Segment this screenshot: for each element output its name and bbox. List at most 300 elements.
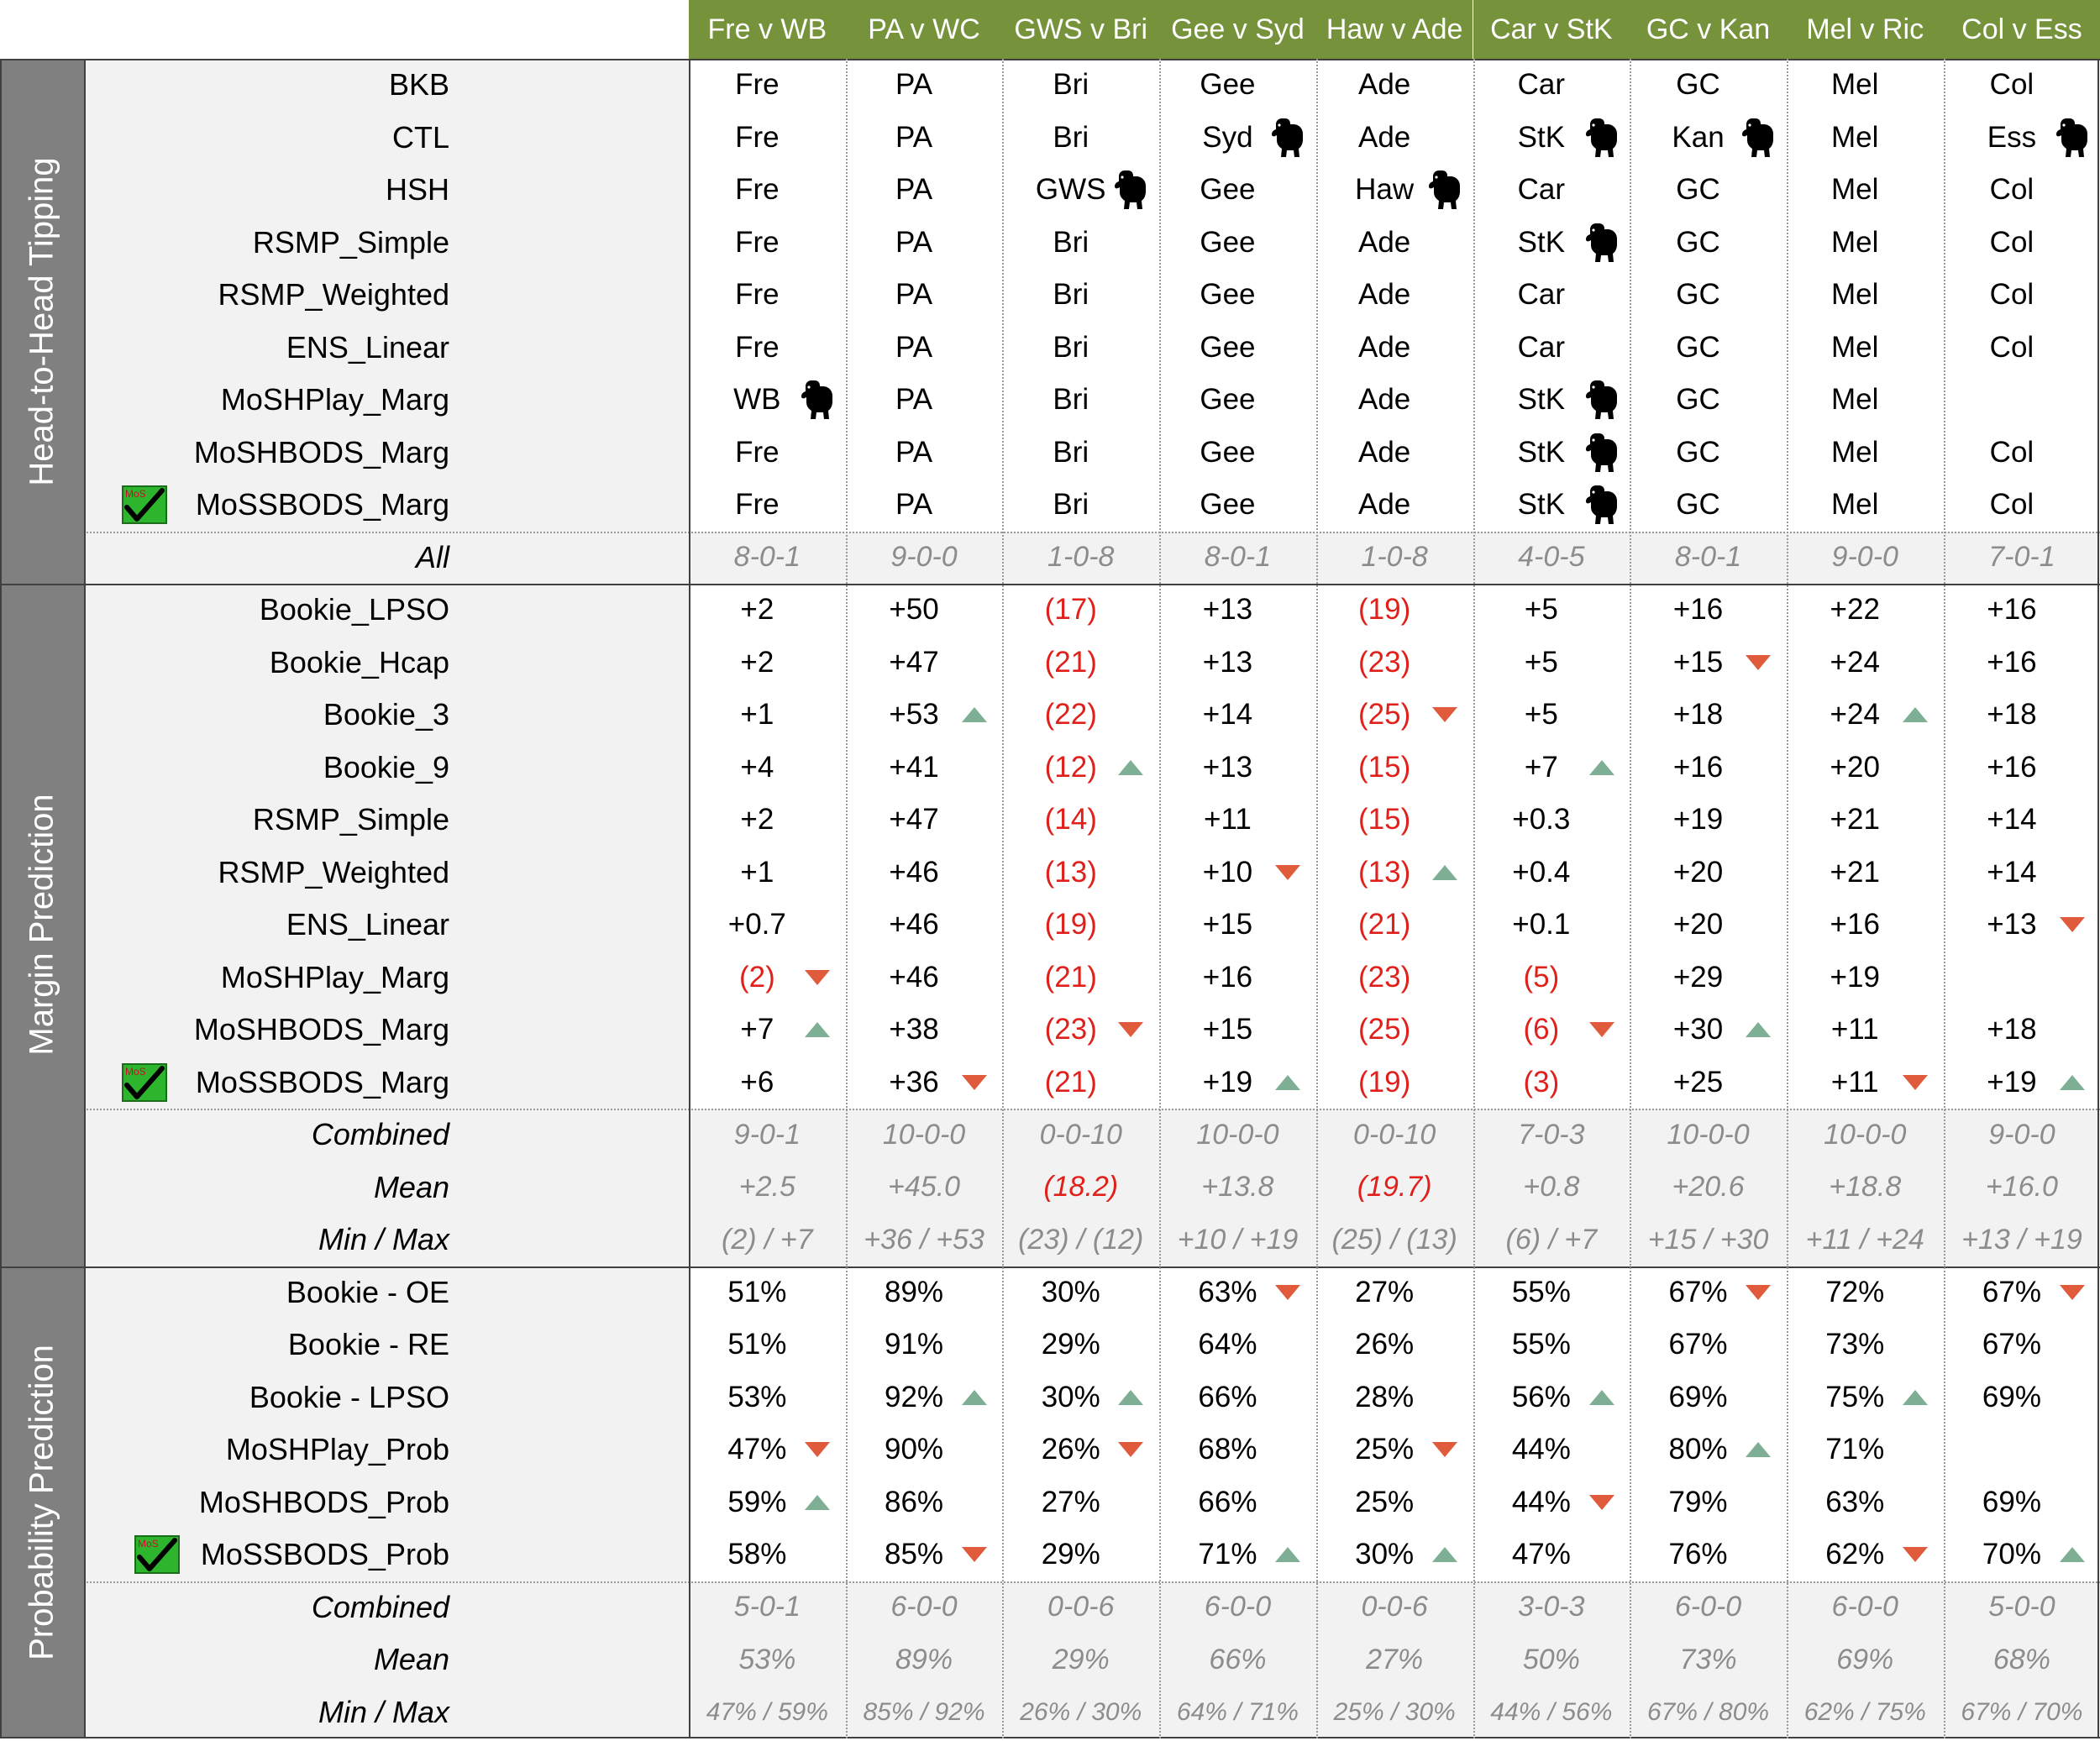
cell-value: 47% (1511, 1538, 1571, 1571)
triangle-down-icon (1746, 655, 1771, 670)
column-divider (1473, 59, 1475, 1738)
column-header[interactable]: Gee v Syd (1159, 0, 1316, 59)
dog-icon (1270, 117, 1305, 159)
cell-value: GC (1676, 68, 1720, 102)
cell-value: (3) (1523, 1065, 1560, 1099)
table-cell (1463, 59, 1620, 112)
cell-value: +16 (1987, 593, 2037, 627)
table-cell (992, 584, 1149, 637)
table-cell (1306, 374, 1463, 427)
table-cell (836, 164, 993, 217)
cell-value: +36 (889, 1065, 939, 1099)
cell-value: Col (1989, 68, 2034, 102)
table-cell (992, 1476, 1149, 1529)
summary-cell: 25% / 30% (1333, 1697, 1456, 1726)
cell-value: 71% (1825, 1433, 1885, 1466)
triangle-down-icon (1118, 1022, 1143, 1037)
cell-value: +15 (1202, 1013, 1253, 1046)
cell-value: 67% (1668, 1275, 1728, 1308)
table-cell (1620, 479, 1777, 532)
cell-value: +5 (1524, 645, 1558, 679)
cell-value: 29% (1041, 1538, 1100, 1571)
table-cell (1777, 164, 1934, 217)
table-cell (1934, 59, 2091, 112)
probability-section-title: Probability Prediction (23, 1344, 60, 1660)
cell-value: +20 (1830, 750, 1880, 784)
table-cell (836, 637, 993, 690)
table-cell (679, 1371, 836, 1424)
table-cell (1934, 427, 2091, 480)
cell-value: PA (895, 120, 933, 154)
cell-value: Col (1989, 173, 2034, 207)
cell-value: 25% (1355, 1433, 1415, 1466)
table-cell (836, 374, 993, 427)
margin-section-title: Margin Prediction (23, 794, 60, 1056)
dog-icon (1584, 484, 1620, 526)
table-cell (1934, 217, 2091, 270)
table-cell (1934, 1424, 2091, 1476)
table-cell (1463, 847, 1620, 899)
cell-value: Gee (1200, 435, 1256, 469)
cell-value: Mel (1831, 120, 1879, 154)
table-cell (1777, 899, 1934, 952)
table-cell (836, 59, 993, 112)
summary-cell: 66% (1209, 1643, 1267, 1675)
column-divider (1787, 59, 1788, 1738)
summary-divider (84, 1581, 2100, 1583)
cell-value: 89% (885, 1275, 944, 1308)
table-cell (836, 742, 993, 794)
summary-cell: 8-0-1 (1204, 541, 1272, 574)
summary-cell: +16.0 (1985, 1171, 2058, 1203)
cell-value: +18 (1987, 1013, 2037, 1046)
cell-value: Col (1989, 435, 2034, 469)
cell-value: 27% (1041, 1485, 1100, 1518)
table-cell (1620, 374, 1777, 427)
table-cell (1777, 59, 1934, 112)
table-cell (1777, 1004, 1934, 1057)
summary-cell: 8-0-1 (1674, 541, 1742, 574)
table-cell (679, 217, 836, 270)
cell-value: 86% (885, 1485, 944, 1518)
cell-value: Gee (1200, 225, 1256, 259)
table-cell (1149, 164, 1306, 217)
cell-value: PA (895, 383, 933, 417)
cell-value: Car (1517, 278, 1566, 312)
cell-value: +15 (1202, 908, 1253, 941)
triangle-up-icon (1118, 760, 1143, 775)
table-cell (992, 1057, 1149, 1109)
table-cell (836, 1476, 993, 1529)
triangle-up-icon (962, 1390, 987, 1405)
cell-value: WB (733, 383, 781, 417)
triangle-down-icon (805, 1442, 830, 1457)
cell-value: GC (1676, 225, 1720, 259)
cell-value: Bri (1053, 383, 1089, 417)
table-cell (992, 794, 1149, 847)
table-cell (1463, 637, 1620, 690)
table-cell (1934, 689, 2091, 742)
table-cell (836, 269, 993, 322)
cell-value: 85% (885, 1538, 944, 1571)
table-cell (1463, 952, 1620, 1004)
summary-cell: +13 / +19 (1961, 1223, 2082, 1256)
cell-value: Col (1989, 225, 2034, 259)
cell-value: 63% (1825, 1485, 1885, 1518)
table-cell (1149, 374, 1306, 427)
section-band-border (84, 59, 86, 1738)
cell-value: Fre (735, 173, 780, 207)
triangle-up-icon (805, 1022, 830, 1037)
cell-value: 66% (1198, 1485, 1257, 1518)
summary-cell: 47% / 59% (706, 1697, 828, 1726)
cell-value: +0.4 (1512, 855, 1571, 889)
cell-value: 80% (1668, 1433, 1728, 1466)
table-cell (1149, 1371, 1306, 1424)
table-cell (836, 794, 993, 847)
table-cell (1463, 164, 1620, 217)
cell-value: Fre (735, 330, 780, 364)
cell-value: (23) (1358, 960, 1411, 994)
summary-cell: 10-0-0 (1196, 1118, 1279, 1151)
table-cell (992, 322, 1149, 375)
table-cell (1149, 742, 1306, 794)
summary-cell: 4-0-5 (1518, 541, 1585, 574)
table-cell (1777, 112, 1934, 165)
table-cell (1306, 1057, 1463, 1109)
cell-value: +16 (1202, 960, 1253, 994)
summary-cell: (19.7) (1357, 1171, 1432, 1203)
summary-cell: 9-0-1 (733, 1118, 801, 1151)
cell-value: 67% (1668, 1328, 1728, 1361)
table-cell (1149, 1004, 1306, 1057)
cell-value: +47 (889, 803, 939, 836)
table-cell (1620, 1371, 1777, 1424)
triangle-down-icon (1903, 1075, 1928, 1090)
cell-value: Car (1517, 68, 1566, 102)
summary-cell: (2) / +7 (722, 1223, 813, 1256)
dog-icon (1584, 432, 1620, 474)
table-cell (1463, 584, 1620, 637)
cell-value: Gee (1200, 173, 1256, 207)
table-cell (1149, 269, 1306, 322)
summary-cell: 9-0-0 (890, 541, 958, 574)
table-cell (1463, 1057, 1620, 1109)
summary-cell: (18.2) (1043, 1171, 1119, 1203)
table-cell (679, 269, 836, 322)
table-cell (1620, 217, 1777, 270)
svg-text:MoS: MoS (125, 488, 146, 500)
cell-value: 59% (727, 1485, 787, 1518)
cell-value: Bri (1053, 68, 1089, 102)
table-cell (836, 899, 993, 952)
tipping-section-title: Head-to-Head Tipping (23, 156, 60, 486)
table-cell (1777, 1424, 1934, 1476)
cell-value: Mel (1831, 435, 1879, 469)
cell-value: +24 (1830, 645, 1880, 679)
summary-cell: 0-0-6 (1361, 1591, 1428, 1623)
cell-value: Mel (1831, 225, 1879, 259)
cell-value: Ade (1358, 278, 1411, 312)
table-cell (1934, 374, 2091, 427)
cell-value: Haw (1355, 173, 1415, 207)
summary-divider (84, 1109, 2100, 1110)
table-cell (1777, 794, 1934, 847)
triangle-up-icon (1589, 1390, 1614, 1405)
table-cell (836, 217, 993, 270)
table-cell (836, 427, 993, 480)
triangle-down-icon (962, 1075, 987, 1090)
triangle-up-icon (962, 707, 987, 722)
cell-value: +10 (1202, 855, 1253, 889)
cell-value: StK (1517, 488, 1566, 522)
cell-value: 30% (1041, 1275, 1100, 1308)
triangle-down-icon (962, 1547, 987, 1562)
cell-value: +4 (740, 750, 774, 784)
cell-value: +11 (1204, 803, 1252, 836)
cell-value: 28% (1355, 1380, 1415, 1413)
triangle-up-icon (2060, 1075, 2085, 1090)
triangle-up-icon (1746, 1022, 1771, 1037)
cell-value: Col (1989, 488, 2034, 522)
summary-cell: +2.5 (738, 1171, 795, 1203)
summary-cell: +11 / +24 (1805, 1223, 1924, 1256)
column-divider (1159, 59, 1161, 1738)
cell-value: +24 (1830, 698, 1880, 732)
summary-cell: 6-0-0 (890, 1591, 958, 1623)
table-cell (1306, 899, 1463, 952)
cell-value: +19 (1672, 803, 1724, 836)
column-header[interactable]: Mel v Ric (1787, 0, 1944, 59)
cell-value: +5 (1524, 698, 1558, 732)
table-cell (1620, 847, 1777, 899)
summary-cell: 8-0-1 (733, 541, 801, 574)
cell-value: 56% (1511, 1380, 1571, 1413)
triangle-up-icon (1432, 865, 1457, 880)
table-cell (1463, 1266, 1620, 1319)
column-header[interactable]: GC v Kan (1630, 0, 1787, 59)
summary-cell: 10-0-0 (1824, 1118, 1907, 1151)
svg-text:MoS: MoS (125, 1065, 146, 1078)
row-label: Bookie - RE (287, 1327, 449, 1362)
cell-value: Gee (1200, 278, 1256, 312)
column-header[interactable]: Fre v WB (689, 0, 846, 59)
table-cell (1777, 1266, 1934, 1319)
table-cell (992, 427, 1149, 480)
cell-value: PA (895, 330, 933, 364)
cell-value: PA (895, 435, 933, 469)
cell-value: 68% (1198, 1433, 1257, 1466)
triangle-up-icon (805, 1495, 830, 1510)
table-cell (1149, 59, 1306, 112)
cell-value: +46 (889, 855, 939, 889)
cell-value: +19 (1830, 960, 1880, 994)
table-cell (992, 952, 1149, 1004)
cell-value: Ade (1358, 435, 1411, 469)
table-cell (1463, 689, 1620, 742)
row-label: MoSHPlay_Prob (225, 1432, 449, 1467)
cell-value: +29 (1672, 960, 1724, 994)
summary-cell: +18.8 (1829, 1171, 1902, 1203)
cell-value: 53% (727, 1380, 787, 1413)
cell-value: StK (1517, 435, 1566, 469)
row-label: ENS_Linear (286, 329, 449, 364)
cell-value: GC (1676, 330, 1720, 364)
row-label: Bookie_9 (323, 749, 449, 784)
cell-value: +16 (1987, 750, 2037, 784)
cell-value: +20 (1672, 908, 1724, 941)
triangle-up-icon (1432, 1547, 1457, 1562)
column-header[interactable]: GWS v Bri (1002, 0, 1159, 59)
cell-value: 55% (1511, 1328, 1571, 1361)
table-cell (992, 1319, 1149, 1371)
column-header[interactable]: Car v StK (1473, 0, 1630, 59)
cell-value: 62% (1825, 1538, 1885, 1571)
table-cell (679, 742, 836, 794)
row-label: MoSHPlay_Marg (220, 382, 449, 417)
table-bottom-border (0, 1737, 2100, 1738)
summary-label: Min / Max (318, 1694, 449, 1729)
row-label: MoSHBODS_Marg (193, 1012, 449, 1047)
column-header[interactable]: Col v Ess (1944, 0, 2100, 59)
table-cell (1463, 1319, 1620, 1371)
table-cell (1306, 427, 1463, 480)
cell-value: Ade (1358, 225, 1411, 259)
cell-value: +38 (889, 1013, 939, 1046)
cell-value: +0.1 (1512, 908, 1571, 941)
cell-value: +19 (1987, 1065, 2037, 1099)
row-label: Bookie - OE (286, 1274, 449, 1309)
triangle-up-icon (1903, 707, 1928, 722)
cell-value: GC (1676, 488, 1720, 522)
cell-value: GC (1676, 173, 1720, 207)
cell-value: +41 (889, 750, 939, 784)
table-cell (1620, 427, 1777, 480)
cell-value: (15) (1358, 803, 1411, 836)
triangle-up-icon (1275, 1547, 1300, 1562)
table-cell (1149, 427, 1306, 480)
table-cell (679, 164, 836, 217)
triangle-down-icon (1118, 1442, 1143, 1457)
cell-value: (22) (1044, 698, 1097, 732)
table-cell (992, 689, 1149, 742)
table-cell (1306, 112, 1463, 165)
cell-value: (2) (738, 960, 775, 994)
table-cell (992, 847, 1149, 899)
cell-value: Gee (1200, 68, 1256, 102)
table-cell (1149, 217, 1306, 270)
cell-value: Mel (1831, 488, 1879, 522)
column-header[interactable]: PA v WC (846, 0, 1003, 59)
cell-value: 29% (1041, 1328, 1100, 1361)
probability-section-band (0, 1266, 84, 1739)
cell-value: +16 (1672, 593, 1724, 627)
table-cell (1149, 1476, 1306, 1529)
summary-cell: 0-0-10 (1353, 1118, 1436, 1151)
column-divider (1002, 59, 1004, 1738)
table-cell (836, 1319, 993, 1371)
column-divider (1316, 59, 1318, 1738)
summary-cell: +45.0 (888, 1171, 961, 1203)
table-cell (1620, 794, 1777, 847)
column-divider (1944, 59, 1945, 1738)
cell-value: (14) (1044, 803, 1097, 836)
cell-value: (17) (1044, 593, 1097, 627)
table-cell (1463, 1424, 1620, 1476)
cell-value: +53 (889, 698, 939, 732)
dog-icon (1584, 117, 1620, 159)
column-header[interactable]: Haw v Ade (1316, 0, 1473, 59)
cell-value: 58% (727, 1538, 787, 1571)
cell-value: Ade (1358, 383, 1411, 417)
table-cell (1620, 1057, 1777, 1109)
summary-cell: +36 / +53 (864, 1223, 984, 1256)
table-cell (1934, 952, 2091, 1004)
cell-value: 71% (1198, 1538, 1257, 1571)
cell-value: +5 (1524, 593, 1558, 627)
triangle-down-icon (805, 970, 830, 985)
summary-cell: 29% (1052, 1643, 1110, 1675)
section-top-border (0, 584, 2100, 585)
row-label: RSMP_Weighted (218, 854, 449, 889)
summary-label: Mean (373, 1642, 449, 1677)
cell-value: +25 (1672, 1065, 1724, 1099)
summary-cell: 0-0-10 (1039, 1118, 1122, 1151)
table-cell (1934, 1476, 2091, 1529)
summary-cell: 62% / 75% (1803, 1697, 1926, 1726)
cell-value: Mel (1831, 383, 1879, 417)
triangle-down-icon (1746, 1285, 1771, 1300)
label-column-border (689, 59, 690, 1738)
table-cell (1463, 1529, 1620, 1581)
table-cell (1777, 847, 1934, 899)
section-top-border (0, 1266, 2100, 1268)
table-cell (1306, 637, 1463, 690)
cell-value: (5) (1523, 960, 1560, 994)
table-cell (679, 1529, 836, 1581)
table-cell (836, 1424, 993, 1476)
table-cell (1149, 479, 1306, 532)
table-cell (1777, 479, 1934, 532)
table-cell (1149, 794, 1306, 847)
table-cell (1463, 322, 1620, 375)
cell-value: +0.3 (1512, 803, 1571, 836)
cell-value: 44% (1511, 1433, 1571, 1466)
table-cell (1934, 164, 2091, 217)
summary-cell: 53% (738, 1643, 796, 1675)
summary-label: Combined (311, 1589, 449, 1624)
cell-value: 69% (1668, 1380, 1728, 1413)
row-label: Bookie_3 (323, 697, 449, 732)
table-cell (1306, 322, 1463, 375)
mos-check-icon (122, 1063, 167, 1102)
cell-value: 72% (1825, 1275, 1885, 1308)
cell-value: Ess (1987, 120, 2037, 154)
cell-value: 64% (1198, 1328, 1257, 1361)
cell-value: PA (895, 173, 933, 207)
table-cell (1777, 269, 1934, 322)
cell-value: +19 (1202, 1065, 1253, 1099)
cell-value: GWS (1035, 173, 1106, 207)
cell-value: Mel (1831, 278, 1879, 312)
cell-value: StK (1517, 225, 1566, 259)
cell-value: +46 (889, 908, 939, 941)
table-cell (1620, 899, 1777, 952)
summary-cell: +10 / +19 (1177, 1223, 1299, 1256)
cell-value: +18 (1987, 698, 2037, 732)
summary-cell: 9-0-0 (1831, 541, 1898, 574)
table-cell (836, 952, 993, 1004)
